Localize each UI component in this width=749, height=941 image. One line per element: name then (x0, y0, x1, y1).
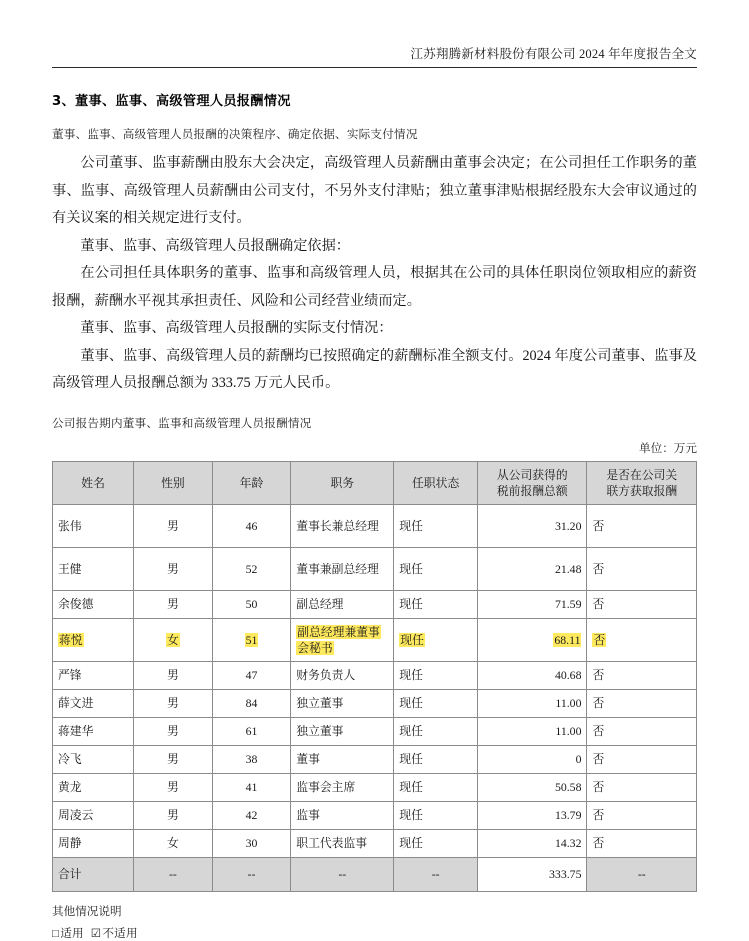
cell-related: 否 (587, 801, 697, 829)
cell-pretax: 11.00 (478, 717, 587, 745)
cell-gender: 男 (134, 504, 213, 547)
table-caption: 公司报告期内董事、监事和高级管理人员报酬情况 (52, 416, 312, 430)
paragraph-payment-intro: 董事、监事、高级管理人员报酬的实际支付情况： (80, 320, 393, 336)
cell-gender: 男 (134, 745, 213, 773)
cell-pretax: 71.59 (478, 590, 587, 618)
cell-related: 否 (587, 717, 697, 745)
table-row (53, 829, 697, 857)
table-row (53, 717, 697, 745)
cell-age: 51 (212, 618, 291, 661)
cell-related: 否 (587, 504, 697, 547)
table-row (53, 745, 697, 773)
cell-age: 52 (212, 547, 291, 590)
table-row (53, 773, 697, 801)
cell-gender: 男 (134, 689, 213, 717)
applicable-label: 适用 (60, 926, 84, 940)
cell-related: 否 (587, 618, 697, 661)
table-header-row (53, 461, 697, 504)
cell-name: 周凌云 (53, 801, 134, 829)
cell-pretax: 13.79 (478, 801, 587, 829)
cell-age: 30 (212, 829, 291, 857)
pretax-header-line-1: 从公司获得的 (496, 467, 568, 482)
cell-status: 现任 (394, 590, 478, 618)
column-header-position: 职务 (291, 461, 394, 504)
cell-status: 现任 (394, 504, 478, 547)
cell-related: 否 (587, 745, 697, 773)
cell-position: 董事兼副总经理 (291, 547, 394, 590)
cell-pretax: 68.11 (478, 618, 587, 661)
cell-age: 84 (212, 689, 291, 717)
cell-gender: 男 (134, 717, 213, 745)
total-status: -- (394, 857, 478, 891)
cell-related: 否 (587, 829, 697, 857)
cell-position: 董事 (291, 745, 394, 773)
cell-position: 董事长兼总经理 (291, 504, 394, 547)
cell-gender: 男 (134, 661, 213, 689)
cell-age: 38 (212, 745, 291, 773)
cell-position: 独立董事 (291, 689, 394, 717)
cell-name: 周静 (53, 829, 134, 857)
total-age: -- (212, 857, 291, 891)
cell-gender: 女 (134, 829, 213, 857)
cell-name: 王健 (53, 547, 134, 590)
cell-gender: 女 (134, 618, 213, 661)
cell-position: 副总经理 (291, 590, 394, 618)
cell-related: 否 (587, 661, 697, 689)
paragraph-basis-intro: 董事、监事、高级管理人员报酬确定依据： (80, 237, 350, 254)
cell-status: 现任 (394, 773, 478, 801)
cell-pretax: 11.00 (478, 689, 587, 717)
cell-age: 47 (212, 661, 291, 689)
cell-status: 现任 (394, 717, 478, 745)
cell-age: 50 (212, 590, 291, 618)
cell-name: 余俊德 (53, 590, 134, 618)
table-total-row (53, 857, 697, 891)
cell-position: 监事会主席 (291, 773, 394, 801)
cell-gender: 男 (134, 547, 213, 590)
cell-position: 职工代表监事 (291, 829, 394, 857)
pretax-header-line-2: 税前报酬总额 (496, 483, 568, 498)
cell-age: 41 (212, 773, 291, 801)
column-header-pretax-total (478, 461, 587, 504)
checked-checkbox-icon[interactable]: ☑ (90, 926, 102, 940)
unit-note: 单位：万元 (639, 441, 697, 455)
column-header-gender: 性别 (134, 461, 213, 504)
related-header-line-1: 是否在公司关 (606, 467, 678, 482)
cell-pretax: 14.32 (478, 829, 587, 857)
cell-position: 副总经理兼董事会秘书 (291, 618, 394, 661)
cell-status: 现任 (394, 547, 478, 590)
total-gender: -- (134, 857, 213, 891)
column-header-name: 姓名 (53, 461, 134, 504)
total-related: -- (587, 857, 697, 891)
column-header-age: 年龄 (212, 461, 291, 504)
header-divider (52, 67, 697, 68)
table-row (53, 689, 697, 717)
cell-name: 张伟 (53, 504, 134, 547)
cell-name: 薛文进 (53, 689, 134, 717)
cell-pretax: 50.58 (478, 773, 587, 801)
table-row (53, 661, 697, 689)
total-position: -- (291, 857, 394, 891)
cell-status: 现任 (394, 618, 478, 661)
cell-related: 否 (587, 547, 697, 590)
cell-pretax: 40.68 (478, 661, 587, 689)
column-header-status: 任职状态 (394, 461, 478, 504)
running-header: 江苏翔腾新材料股份有限公司 2024 年年度报告全文 (410, 47, 697, 61)
table-row (53, 504, 697, 547)
cell-name: 黄龙 (53, 773, 134, 801)
table-row (53, 618, 697, 661)
cell-gender: 男 (134, 773, 213, 801)
compensation-table (52, 461, 697, 892)
table-row (53, 590, 697, 618)
unchecked-checkbox-icon[interactable]: □ (52, 926, 60, 940)
cell-status: 现任 (394, 689, 478, 717)
section-heading: 3、董事、监事、高级管理人员报酬情况 (52, 94, 291, 109)
table-row (53, 801, 697, 829)
column-header-related-party (587, 461, 697, 504)
decision-process-label: 董事、监事、高级管理人员报酬的决策程序、确定依据、实际支付情况 (52, 128, 418, 141)
cell-age: 42 (212, 801, 291, 829)
cell-name: 蒋建华 (53, 717, 134, 745)
other-notes-title: 其他情况说明 (52, 904, 122, 918)
paragraph-payment-detail: 董事、监事、高级管理人员的薪酬均已按照确定的薪酬标准全额支付。2024 年度公司董事、监事及高级管理人员报酬总额为 333.75 万元人民币。 (52, 347, 697, 391)
paragraph-decision-process: 公司董事、监事薪酬由股东大会决定，高级管理人员薪酬由董事会决定；在公司担任工作职务的董事、监事、高级管理人员薪酬由公司支付，不另外支付津贴；独立董事津贴根据经股东大会审议通过的有关议案的相关规定进行支付。 (52, 155, 697, 226)
cell-status: 现任 (394, 801, 478, 829)
cell-name: 蒋悦 (53, 618, 134, 661)
cell-age: 46 (212, 504, 291, 547)
related-header-line-2: 联方获取报酬 (606, 483, 678, 498)
total-pretax: 333.75 (478, 857, 587, 891)
paragraph-basis-detail: 在公司担任具体职务的董事、监事和高级管理人员，根据其在公司的具体任职岗位领取相应的薪资报酬，薪酬水平视其承担责任、风险和公司经营业绩而定。 (52, 265, 697, 309)
cell-pretax: 21.48 (478, 547, 587, 590)
total-label: 合计 (53, 857, 134, 891)
table-row (53, 547, 697, 590)
cell-gender: 男 (134, 801, 213, 829)
cell-name: 冷飞 (53, 745, 134, 773)
cell-related: 否 (587, 773, 697, 801)
applicability-line (52, 925, 697, 941)
cell-pretax: 31.20 (478, 504, 587, 547)
cell-status: 现任 (394, 829, 478, 857)
cell-related: 否 (587, 590, 697, 618)
table-body (53, 504, 697, 891)
cell-position: 财务负责人 (291, 661, 394, 689)
cell-age: 61 (212, 717, 291, 745)
cell-gender: 男 (134, 590, 213, 618)
cell-position: 监事 (291, 801, 394, 829)
cell-pretax: 0 (478, 745, 587, 773)
not-applicable-label: 不适用 (102, 926, 138, 940)
cell-name: 严锋 (53, 661, 134, 689)
cell-status: 现任 (394, 745, 478, 773)
cell-related: 否 (587, 689, 697, 717)
cell-status: 现任 (394, 661, 478, 689)
cell-position: 独立董事 (291, 717, 394, 745)
